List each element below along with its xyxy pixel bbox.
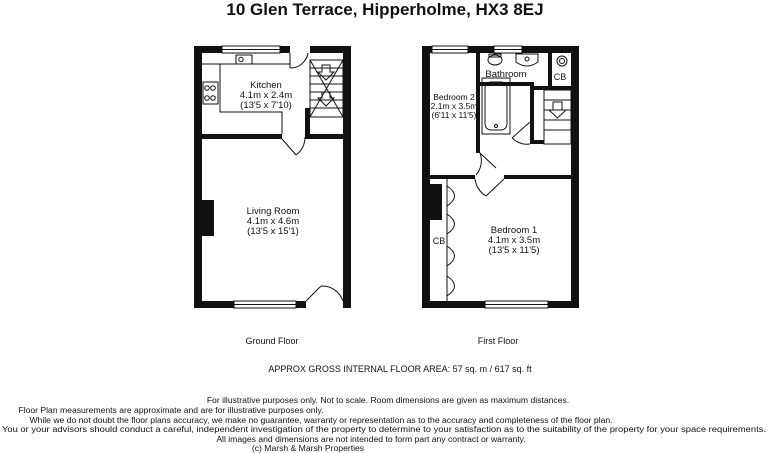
bathroom-name: Bathroom <box>485 69 527 80</box>
first-floor-stairs-icon <box>544 90 571 144</box>
ground-floor-stairs-icon <box>310 60 343 117</box>
living-room-window <box>234 301 296 308</box>
bedroom1-door-icon <box>475 179 504 196</box>
bathroom-fittings <box>482 54 567 134</box>
disclaimer-line: You or your advisors should conduct a careful, independent investigation of the property to determine to your satisfaction as to the suitability of the property for your space requirements. <box>2 424 767 434</box>
basin-icon <box>516 54 538 66</box>
first-floor-walls <box>422 46 579 308</box>
bedroom2-door-icon <box>476 153 496 175</box>
disclaimer-line: All images and dimensions are not intended to form part any contract or warranty. <box>216 434 526 444</box>
ground-floor-label: Ground Floor <box>245 336 299 346</box>
bedroom1-dims-m: 4.1m x 3.5m <box>487 235 541 246</box>
bedroom2-dims-m: 2.1m x 3.5m <box>430 101 478 111</box>
front-door-icon <box>306 286 343 301</box>
disclaimer-line: For illustrative purposes only. Not to scale. Room dimensions are given as maximum distances. <box>206 395 570 405</box>
bathroom-window <box>494 46 522 53</box>
floor-area-text: APPROX GROSS INTERNAL FLOOR AREA: 57 sq. m / 617 sq. ft <box>268 364 532 374</box>
hob-icon <box>203 82 218 104</box>
disclaimer <box>2 395 766 453</box>
first-floor-plan <box>422 46 579 346</box>
living-room-name: Living Room <box>246 206 300 217</box>
boiler-icon <box>557 56 567 66</box>
kitchen-dims-ft: (13'5 x 7'10) <box>240 100 292 111</box>
living-room-dims-m: 4.1m x 4.6m <box>246 216 300 227</box>
bedroom1-window <box>485 301 548 308</box>
wardrobe-icon <box>447 179 455 301</box>
back-door-icon <box>290 53 308 68</box>
ground-floor-plan <box>194 46 351 346</box>
kitchen-door-icon <box>282 137 305 155</box>
first-floor-label: First Floor <box>477 336 519 346</box>
bathroom-door-icon <box>512 122 530 144</box>
kitchen-dims-m: 4.1m x 2.4m <box>239 90 293 101</box>
bath-icon <box>482 78 510 134</box>
living-room-dims-ft: (13'5 x 15'1) <box>247 226 299 237</box>
page-title: 10 Glen Terrace, Hipperholme, HX3 8EJ <box>226 0 544 19</box>
bedroom2-window <box>432 46 468 53</box>
bedroom2-name: Bedroom 2 <box>433 92 475 102</box>
bedroom1-dims-ft: (13'5 x 11'5) <box>488 245 540 256</box>
disclaimer-line: (c) Marsh & Marsh Properties <box>251 443 365 453</box>
kitchen-name: Kitchen <box>250 80 282 91</box>
bedroom2-dims-ft: (6'11 x 11'5) <box>431 110 477 120</box>
cupboard-side-label: CB <box>432 236 446 246</box>
cupboard-top-label: CB <box>553 72 567 82</box>
disclaimer-line: Floor Plan measurements are approximate and are for illustrative purposes only. <box>18 405 324 415</box>
disclaimer-line: While we do not doubt the floor plans accuracy, we make no guarantee, warranty or representation as to the accuracy and completeness of the floor plan. <box>29 415 613 425</box>
bedroom1-name: Bedroom 1 <box>490 225 538 236</box>
kitchen-window <box>222 46 280 53</box>
